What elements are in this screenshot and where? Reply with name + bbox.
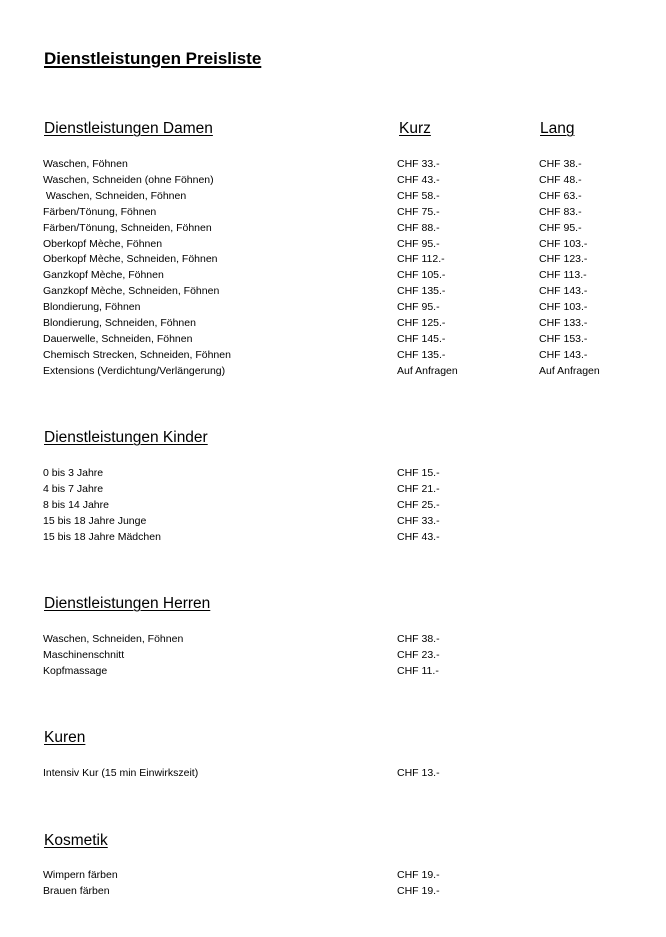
section-heading-herren: Dienstleistungen Herren bbox=[44, 595, 211, 612]
service-name: Ganzkopf Mèche, Föhnen bbox=[43, 269, 164, 281]
service-name: Intensiv Kur (15 min Einwirkszeit) bbox=[43, 767, 199, 779]
price-lang: Auf Anfragen bbox=[539, 365, 600, 377]
service-name: 0 bis 3 Jahre bbox=[43, 467, 104, 479]
service-name: Maschinenschnitt bbox=[43, 649, 125, 661]
service-name: Oberkopf Mèche, Föhnen bbox=[43, 238, 163, 250]
service-name: Oberkopf Mèche, Schneiden, Föhnen bbox=[43, 253, 218, 265]
price-kurz: Auf Anfragen bbox=[397, 365, 458, 377]
service-name: Ganzkopf Mèche, Schneiden, Föhnen bbox=[43, 285, 220, 297]
price: CHF 38.- bbox=[397, 633, 440, 645]
page-title: Dienstleistungen Preisliste bbox=[44, 49, 262, 68]
service-name: 15 bis 18 Jahre Mädchen bbox=[43, 531, 161, 543]
price-kurz: CHF 95.- bbox=[397, 238, 440, 250]
service-name: Färben/Tönung, Föhnen bbox=[43, 206, 157, 218]
price-lang: CHF 48.- bbox=[539, 174, 582, 186]
service-name: 15 bis 18 Jahre Junge bbox=[43, 515, 147, 527]
section-heading-kosmetik: Kosmetik bbox=[44, 832, 108, 849]
price-kurz: CHF 33.- bbox=[397, 158, 440, 170]
price-kurz: CHF 135.- bbox=[397, 285, 446, 297]
column-header-lang: Lang bbox=[540, 120, 575, 137]
price-kurz: CHF 125.- bbox=[397, 317, 446, 329]
column-header-kurz: Kurz bbox=[399, 120, 431, 137]
price-lang: CHF 153.- bbox=[539, 333, 588, 345]
service-name: Kopfmassage bbox=[43, 665, 108, 677]
service-name: Chemisch Strecken, Schneiden, Föhnen bbox=[43, 349, 231, 361]
price: CHF 23.- bbox=[397, 649, 440, 661]
price-kurz: CHF 75.- bbox=[397, 206, 440, 218]
price-kurz: CHF 135.- bbox=[397, 349, 446, 361]
price-kurz: CHF 95.- bbox=[397, 301, 440, 313]
price-kurz: CHF 88.- bbox=[397, 222, 440, 234]
service-name: Blondierung, Föhnen bbox=[43, 301, 141, 313]
service-name: Extensions (Verdichtung/Verlängerung) bbox=[43, 365, 226, 377]
service-name: Waschen, Föhnen bbox=[43, 158, 128, 170]
price-kurz: CHF 145.- bbox=[397, 333, 446, 345]
price-lang: CHF 143.- bbox=[539, 349, 588, 361]
price: CHF 21.- bbox=[397, 483, 440, 495]
price-kurz: CHF 112.- bbox=[397, 253, 445, 265]
service-name: Brauen färben bbox=[43, 885, 110, 897]
price: CHF 19.- bbox=[397, 869, 440, 881]
service-name: Färben/Tönung, Schneiden, Föhnen bbox=[43, 222, 212, 234]
price-lang: CHF 133.- bbox=[539, 317, 588, 329]
service-name: Waschen, Schneiden (ohne Föhnen) bbox=[43, 174, 214, 186]
price-lang: CHF 83.- bbox=[539, 206, 582, 218]
price: CHF 33.- bbox=[397, 515, 440, 527]
service-name: 4 bis 7 Jahre bbox=[43, 483, 104, 495]
price: CHF 43.- bbox=[397, 531, 440, 543]
price-lang: CHF 103.- bbox=[539, 301, 588, 313]
service-name: Dauerwelle, Schneiden, Föhnen bbox=[43, 333, 193, 345]
price: CHF 13.- bbox=[397, 767, 440, 779]
price-kurz: CHF 105.- bbox=[397, 269, 446, 281]
price: CHF 15.- bbox=[397, 467, 440, 479]
price-kurz: CHF 43.- bbox=[397, 174, 440, 186]
price-lang: CHF 103.- bbox=[539, 238, 588, 250]
price-lang: CHF 143.- bbox=[539, 285, 588, 297]
price-lang: CHF 95.- bbox=[539, 222, 582, 234]
price: CHF 25.- bbox=[397, 499, 440, 511]
section-heading-kinder: Dienstleistungen Kinder bbox=[44, 429, 208, 446]
price-lang: CHF 38.- bbox=[539, 158, 582, 170]
price: CHF 19.- bbox=[397, 885, 440, 897]
service-name: Blondierung, Schneiden, Föhnen bbox=[43, 317, 196, 329]
price-lang: CHF 123.- bbox=[539, 253, 588, 265]
service-name: 8 bis 14 Jahre bbox=[43, 499, 109, 511]
section-heading-damen: Dienstleistungen Damen bbox=[44, 120, 213, 137]
price-kurz: CHF 58.- bbox=[397, 190, 440, 202]
price-lang: CHF 63.- bbox=[539, 190, 582, 202]
service-name: Wimpern färben bbox=[43, 869, 118, 881]
price-lang: CHF 113.- bbox=[539, 269, 587, 281]
section-heading-kuren: Kuren bbox=[44, 729, 86, 746]
service-name: Waschen, Schneiden, Föhnen bbox=[43, 190, 187, 202]
service-name: Waschen, Schneiden, Föhnen bbox=[43, 633, 184, 645]
price: CHF 11.- bbox=[397, 665, 439, 677]
